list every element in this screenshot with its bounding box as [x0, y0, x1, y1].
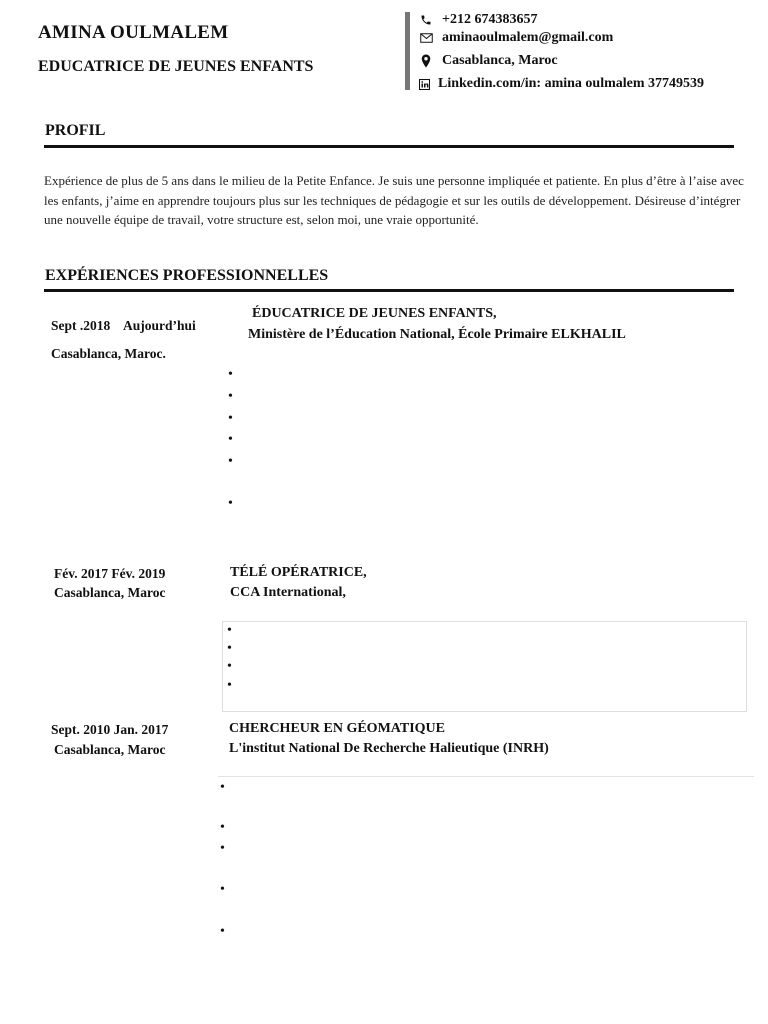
experience-employer: L'institut National De Recherche Halieutique (INRH) — [229, 741, 549, 756]
experience-bullet: • — [220, 841, 225, 856]
contact-linkedin — [416, 76, 704, 92]
experience-employer: Ministère de l’Éducation National, École Primaire ELKHALIL — [248, 327, 626, 342]
location-text: Casablanca, Maroc — [442, 53, 558, 68]
experience-details-box — [222, 621, 747, 712]
experience-role: TÉLÉ OPÉRATRICE, — [230, 565, 367, 580]
location-pin-icon — [418, 54, 434, 68]
experience-bullet: • — [220, 882, 225, 897]
experience-dates: Sept. 2010 Jan. 2017 — [51, 722, 169, 737]
experience-bullet: • — [220, 780, 225, 795]
experience-role: CHERCHEUR EN GÉOMATIQUE — [229, 721, 445, 736]
experience-place: Casablanca, Maroc — [54, 742, 166, 757]
experience-bullet: • — [228, 454, 233, 469]
email-address: aminaoulmalem@gmail.com — [442, 30, 614, 45]
experience-divider — [218, 776, 754, 777]
experience-place: Casablanca, Maroc. — [51, 346, 166, 361]
experience-bullet: • — [228, 411, 233, 426]
experience-bullet: • — [220, 820, 225, 835]
candidate-name: AMINA OULMALEM — [38, 22, 229, 43]
envelope-icon — [418, 33, 434, 43]
experience-bullet: • — [220, 924, 225, 939]
experience-bullet: • — [227, 678, 232, 693]
experiences-rule — [44, 289, 734, 292]
contact-phone — [418, 12, 537, 28]
experiences-heading: EXPÉRIENCES PROFESSIONNELLES — [45, 267, 329, 284]
experience-bullet: • — [228, 496, 233, 511]
profil-heading: PROFIL — [45, 122, 106, 139]
candidate-job-title: EDUCATRICE DE JEUNES ENFANTS — [38, 58, 314, 75]
experience-bullet: • — [227, 623, 232, 638]
experience-bullet: • — [228, 432, 233, 447]
experience-place: Casablanca, Maroc — [54, 585, 166, 600]
experience-bullet: • — [227, 641, 232, 656]
linkedin-url: Linkedin.com/in: amina oulmalem 37749539 — [438, 76, 705, 91]
profil-rule — [44, 145, 734, 148]
experience-bullet: • — [228, 367, 233, 382]
contact-divider — [405, 12, 410, 90]
experience-role: ÉDUCATRICE DE JEUNES ENFANTS, — [252, 306, 497, 321]
contact-email — [418, 30, 613, 46]
experience-bullet: • — [228, 389, 233, 404]
experience-employer: CCA International, — [230, 585, 346, 600]
profil-text: Expérience de plus de 5 ans dans le milieu de la Petite Enfance. Je suis une personne impliquée et patiente. En plus d’être à l’aise avec les enfants, j’aime en apprendre toujours plus sur les techniques de pédagogie et sur les outils de développement. Désireuse d’intégrer une nouvelle équipe de travail, votre structure est, selon moi, une vraie opportunité. — [44, 173, 744, 227]
linkedin-icon — [416, 79, 432, 90]
experience-dates: Fév. 2017 Fév. 2019 — [54, 566, 166, 581]
experience-dates: Sept .2018 Aujourd’hui — [51, 318, 196, 333]
phone-number: +212 674383657 — [442, 12, 538, 27]
contact-location — [418, 53, 558, 69]
experience-bullet: • — [227, 659, 232, 674]
phone-icon — [418, 14, 434, 26]
